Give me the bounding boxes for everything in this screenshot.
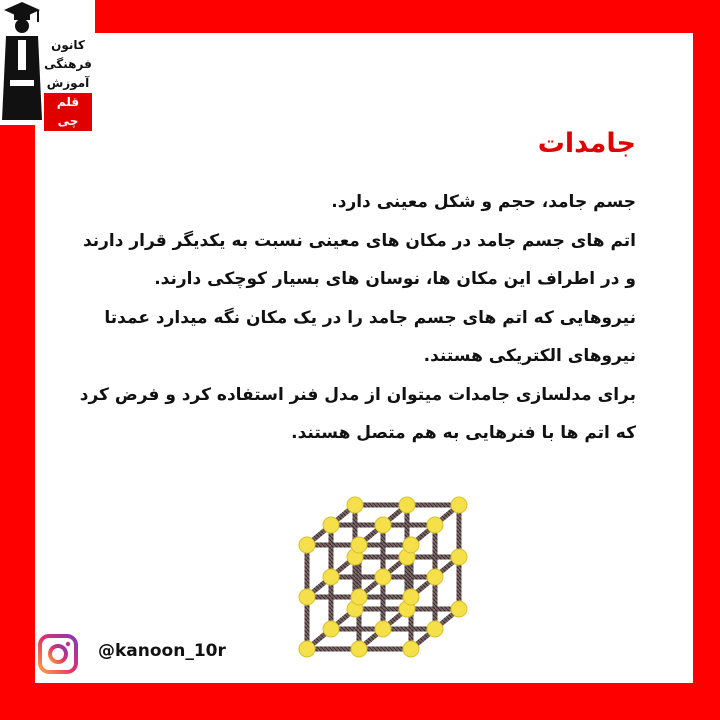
atom (399, 497, 415, 513)
atom (351, 537, 367, 553)
atom (427, 517, 443, 533)
paragraph-line: که اتم ها با فنرهایی به هم متصل هستند. (291, 423, 636, 443)
paragraph-line: برای مدلسازی جامدات میتوان از مدل فنر استفاده کرد و فرض کرد (79, 384, 636, 405)
atom (299, 537, 315, 553)
atom (299, 589, 315, 605)
atom (403, 589, 419, 605)
atom (427, 621, 443, 637)
atom (451, 497, 467, 513)
spring-lattice-illustration (275, 485, 475, 660)
atom (427, 569, 443, 585)
atom (403, 641, 419, 657)
atom (375, 569, 391, 585)
atom (351, 641, 367, 657)
atom (375, 621, 391, 637)
paragraph-line: اتم های جسم جامد در مکان های معینی نسبت به یکدیگر قرار دارند (82, 230, 636, 251)
paragraph-line: جسم جامد، حجم و شکل معینی دارد. (331, 192, 636, 212)
atom (451, 549, 467, 565)
atom (299, 641, 315, 657)
atom (323, 569, 339, 585)
paragraph-line: نیروهایی که اتم های جسم جامد را در یک مکان نگه میدارد عمدتا (104, 307, 636, 328)
instagram-handle[interactable]: @kanoon_10r (98, 641, 226, 661)
paragraph-line: نیروهای الکتریکی هستند. (423, 346, 636, 366)
page-title: جامدات (537, 128, 636, 159)
kanoon-logo (0, 0, 95, 128)
atom (403, 537, 419, 553)
atom (323, 517, 339, 533)
atom (351, 589, 367, 605)
paragraph-line: و در اطراف این مکان ها، نوسان های بسیار کوچکی دارند. (154, 269, 636, 289)
logo-text: کانون فرهنگی آموزش قلم چی (44, 36, 92, 131)
atom (323, 621, 339, 637)
instagram-icon[interactable] (38, 634, 78, 674)
atom (347, 497, 363, 513)
atom (451, 601, 467, 617)
body-paragraph (76, 183, 636, 453)
atom (375, 517, 391, 533)
